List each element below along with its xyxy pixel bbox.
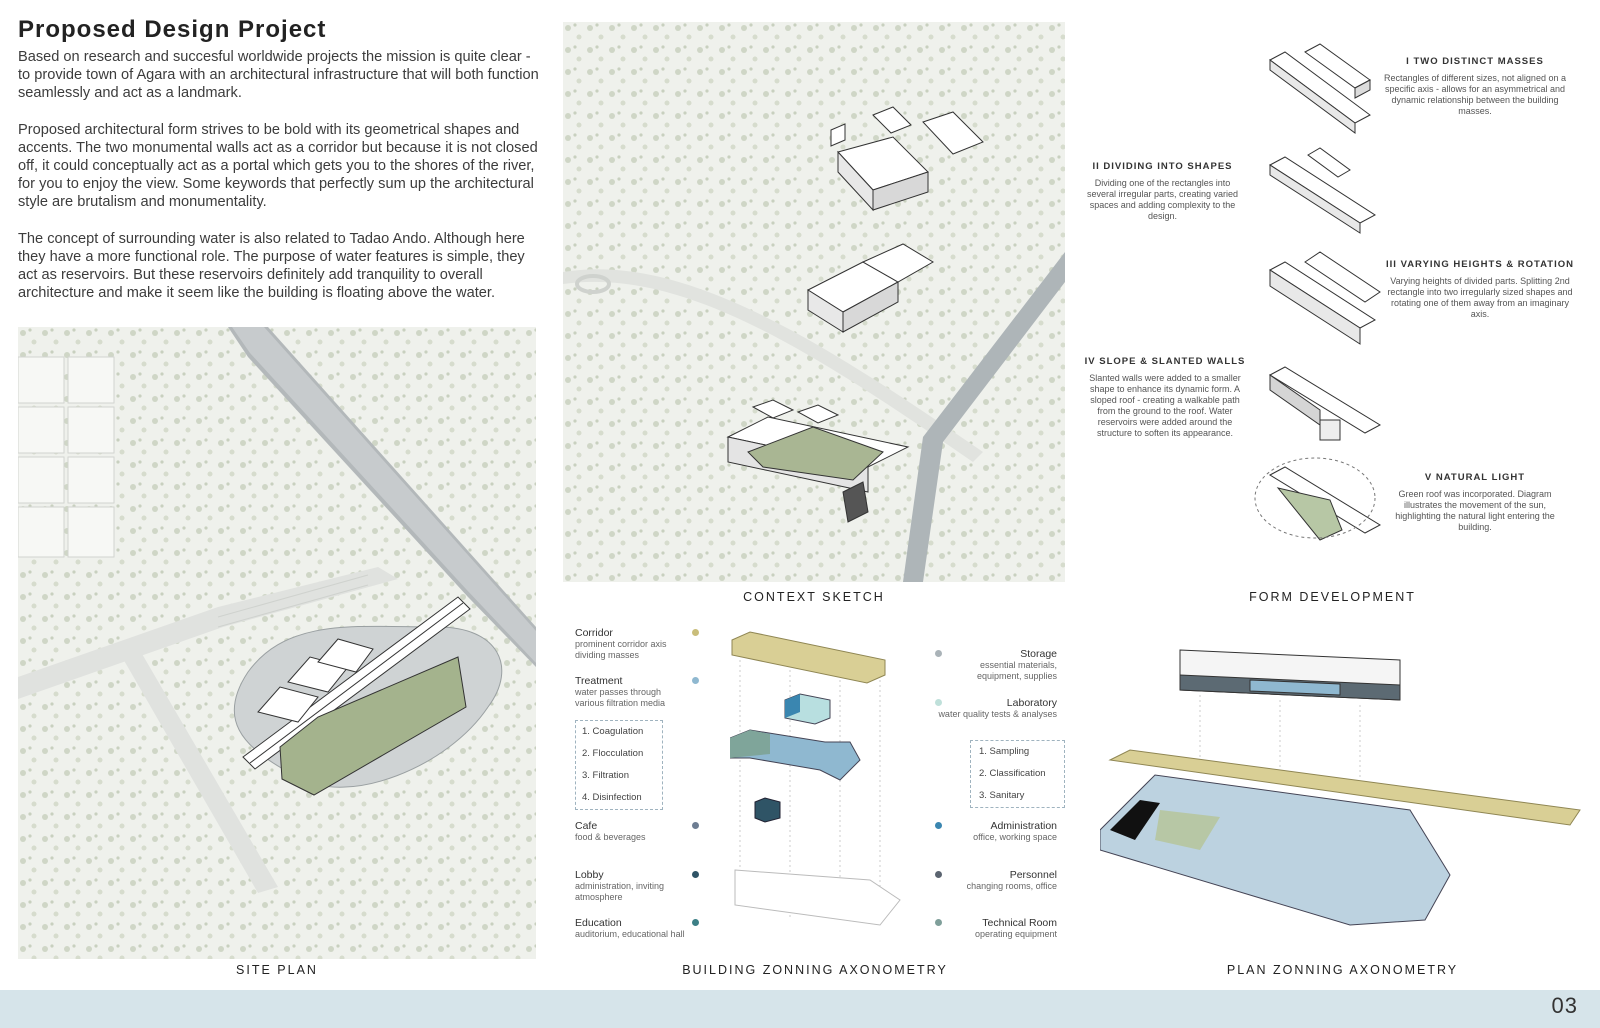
form-development-panel xyxy=(1080,30,1585,570)
form-step-2 xyxy=(1080,161,1245,222)
form-step-4-title: SLOPE & SLANTED WALLS xyxy=(1099,356,1246,367)
zone-storage xyxy=(935,648,1057,682)
form-step-3 xyxy=(1385,259,1575,320)
zone-cafe-dot xyxy=(692,822,699,829)
lab-steps-box xyxy=(970,740,1065,808)
zone-laboratory-dot xyxy=(935,699,942,706)
context-sketch-image xyxy=(563,22,1065,582)
zone-corridor xyxy=(575,627,725,661)
context-sketch-caption: CONTEXT SKETCH xyxy=(743,590,885,604)
zone-laboratory-desc: water quality tests & analyses xyxy=(938,709,1057,719)
context-sketch-drawing xyxy=(563,22,1065,582)
zone-storage-desc: essential materials, equipment, supplies xyxy=(976,660,1057,681)
zone-corridor-desc: prominent corridor axis dividing masses xyxy=(575,639,667,660)
zone-treatment xyxy=(575,675,725,709)
form-step-4-numeral: IV xyxy=(1084,356,1096,367)
zone-education-desc: auditorium, educational hall xyxy=(575,929,685,939)
building-zonning-drawing xyxy=(730,630,920,950)
plan-zonning-drawing xyxy=(1100,635,1585,935)
zone-personnel-name: Personnel xyxy=(1009,869,1057,881)
zone-lobby-dot xyxy=(692,871,699,878)
form-step-1-title: TWO DISTINCT MASSES xyxy=(1413,56,1544,67)
plan-zonning-caption: PLAN ZONNING AXONOMETRY xyxy=(1226,963,1459,977)
zone-corridor-name: Corridor xyxy=(575,627,613,639)
zone-cafe xyxy=(575,820,725,843)
lab-step-1: 1. Sampling xyxy=(979,746,1030,757)
site-plan-image xyxy=(18,327,536,959)
water-paragraph: The concept of surrounding water is also related to Tadao Ando. Although here they have a more functional role. The purpose of water features is simple, they act as reservoirs. But these reservoirs definitely add tranquility to overall architecture and make it seem like the building is floating above the water. xyxy=(18,231,525,301)
zone-laboratory-name: Laboratory xyxy=(1006,697,1057,709)
zone-administration xyxy=(935,820,1057,843)
treatment-step-1: 1. Coagulation xyxy=(582,726,644,737)
lab-step-3: 3. Sanitary xyxy=(979,790,1025,801)
zone-technical-room-desc: operating equipment xyxy=(974,929,1057,939)
intro-paragraph: Based on research and succesful worldwide projects the mission is quite clear - to provide town of Agara with an architectural infrastructure that will both function seamlessly and act as a landmark. xyxy=(18,49,539,101)
form-step-3-text: Varying heights of divided parts. Splitting 2nd rectangle into two irregularly sized shapes and rotating one of them away from an imaginary axis. xyxy=(1387,276,1573,319)
treatment-step-3: 3. Filtration xyxy=(582,770,629,781)
zone-corridor-dot xyxy=(692,629,699,636)
zone-administration-desc: office, working space xyxy=(973,832,1057,842)
site-plan-caption: SITE PLAN xyxy=(236,963,318,977)
form-step-5-title: NATURAL LIGHT xyxy=(1435,472,1526,483)
form-step-1-numeral: I xyxy=(1406,56,1410,67)
form-step-5 xyxy=(1380,472,1570,533)
zone-laboratory xyxy=(935,697,1057,720)
form-step-2-numeral: II xyxy=(1092,161,1100,172)
footer-bar xyxy=(0,990,1600,1028)
form-step-5-numeral: V xyxy=(1424,472,1433,483)
page-title: Proposed Design Project xyxy=(18,16,327,43)
page-number: 03 xyxy=(1551,993,1578,1018)
form-step-3-numeral: III xyxy=(1386,259,1397,270)
site-plan-drawing xyxy=(18,327,536,959)
form-paragraph: Proposed architectural form strives to be bold with its geometrical shapes and accents. The two monumental walls act as a corridor but because it is not closed off, it could conceptually act as a portal which gets you to the shores of the river, for you to enjoy the view. Some keywords that perfectly sum up the architectural style are brutalism and monumentality. xyxy=(18,122,538,210)
treatment-step-2: 2. Flocculation xyxy=(582,748,644,759)
zone-storage-name: Storage xyxy=(1020,648,1057,660)
zone-treatment-dot xyxy=(692,677,699,684)
form-development-caption: FORM DEVELOPMENT xyxy=(1249,590,1416,604)
zone-technical-room xyxy=(935,917,1057,940)
zone-storage-dot xyxy=(935,650,942,657)
zone-lobby-name: Lobby xyxy=(575,869,604,881)
zone-administration-dot xyxy=(935,822,942,829)
zone-education-dot xyxy=(692,919,699,926)
form-step-4-text: Slanted walls were added to a smaller shape to enhance its dynamic form. A sloped roof - creating a walkable path from the ground to the roof. Water reservoirs were added around the structure to soften its appearance. xyxy=(1089,373,1241,438)
lab-step-2: 2. Classification xyxy=(979,768,1046,779)
treatment-step-4: 4. Disinfection xyxy=(582,792,642,803)
form-step-3-title: VARYING HEIGHTS & ROTATION xyxy=(1400,259,1574,270)
form-step-5-text: Green roof was incorporated. Diagram illustrates the movement of the sun, highlighting the natural light entering the building. xyxy=(1395,489,1555,532)
zone-technical-room-dot xyxy=(935,919,942,926)
zone-education-name: Education xyxy=(575,917,622,929)
zone-personnel-desc: changing rooms, office xyxy=(966,881,1057,891)
form-step-1-text: Rectangles of different sizes, not aligned on a specific axis - allows for an asymmetrical and dynamic relationship between the building masses. xyxy=(1384,73,1566,116)
zone-treatment-name: Treatment xyxy=(575,675,623,687)
form-step-4 xyxy=(1080,356,1250,439)
zone-cafe-desc: food & beverages xyxy=(575,832,646,842)
zone-personnel xyxy=(935,869,1057,892)
zone-lobby xyxy=(575,869,725,903)
form-step-2-title: DIVIDING INTO SHAPES xyxy=(1103,161,1233,172)
zone-personnel-dot xyxy=(935,871,942,878)
zone-treatment-desc: water passes through various filtration media xyxy=(575,687,666,708)
zone-administration-name: Administration xyxy=(990,820,1057,832)
zone-cafe-name: Cafe xyxy=(575,820,598,832)
building-zonning-caption: BUILDING ZONNING AXONOMETRY xyxy=(682,963,948,977)
treatment-steps-box xyxy=(575,720,663,810)
zone-lobby-desc: administration, inviting atmosphere xyxy=(575,881,665,902)
form-step-1 xyxy=(1380,56,1570,117)
form-step-2-text: Dividing one of the rectangles into several irregular parts, creating varied spaces and adding complexity to the design. xyxy=(1086,178,1239,221)
zone-education xyxy=(575,917,725,940)
zone-technical-room-name: Technical Room xyxy=(982,917,1057,929)
